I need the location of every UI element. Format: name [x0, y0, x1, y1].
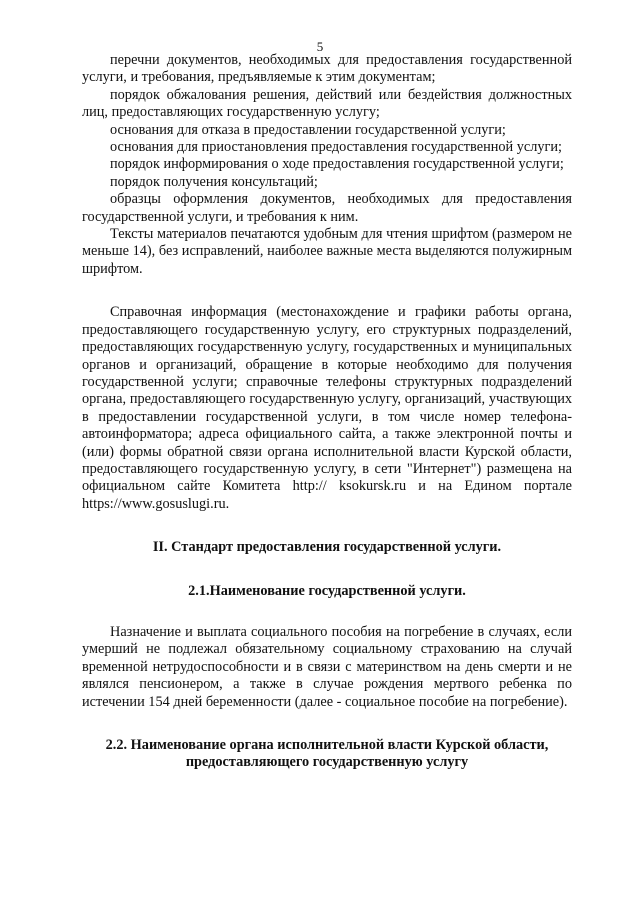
- section-2-heading: II. Стандарт предоставления государственной услуги.: [152, 539, 502, 556]
- list-item: основания для отказа в предоставлении государственной услуги;: [110, 121, 506, 138]
- font-requirements-paragraph: Тексты материалов печатаются удобным для чтения шрифтом (размером не меньше 14), без исправлений, наиболее важные места выделяются полужирным шрифтом.: [82, 226, 572, 277]
- list-item: основания для приостановления предоставления государственной услуги;: [110, 139, 563, 156]
- list-item: перечни документов, необходимых для предоставления государственной услуги, и требования, предъявляемые к этим документам;: [82, 52, 572, 86]
- service-name-paragraph: Назначение и выплата социального пособия на погребение в случаях, если умерший не подлежал обязательному социальному страхованию на случай временной нетрудоспособности и в связи с материнством на день смерти и не являлся пенсионером, а также в случае рождения мертвого ребенка по истечении 154 дней беременности (далее - социальное пособие на погребение).: [82, 623, 572, 710]
- document-body: [82, 52, 572, 772]
- list-item: порядок обжалования решения, действий или бездействия должностных лиц, предоставляющих государственную услугу;: [82, 86, 572, 121]
- list-item: порядок информирования о ходе предоставления государственной услуги;: [110, 156, 564, 173]
- page-number: 5: [316, 39, 324, 54]
- section-2-2-heading: 2.2. Наименование органа исполнительной власти Курской области, предоставляющего государственную услугу: [105, 737, 549, 771]
- list-item: образцы оформления документов, необходимых для предоставления государственной услуги, и требования к ним.: [82, 191, 572, 225]
- section-2-1-heading: 2.1.Наименование государственной услуги.: [188, 582, 466, 599]
- list-item: порядок получения консультаций;: [110, 173, 318, 190]
- reference-info-paragraph: Справочная информация (местонахождение и графики работы органа, предоставляющего государственную услугу, его структурных подразделений, предоставляющих государственную услугу, государственных и муниципальных органов и организаций, обращение в которые необходимо для получения государственной услуги; справочные телефоны структурных подразделений органа, предоставляющего государственную услугу, организаций, участвующих в предоставлении государственной услуги, в том числе номер телефона-автоинформатора; адреса официального сайта, а также электронной почты и (или) формы обратной связи органа исполнительной власти Курской области, предоставляющего государственную услугу, в сети "Интернет") размещена на официальном сайте Комитета http:// ksokursk.ru и на Едином портале https://www.gosuslugi.ru.: [82, 304, 572, 512]
